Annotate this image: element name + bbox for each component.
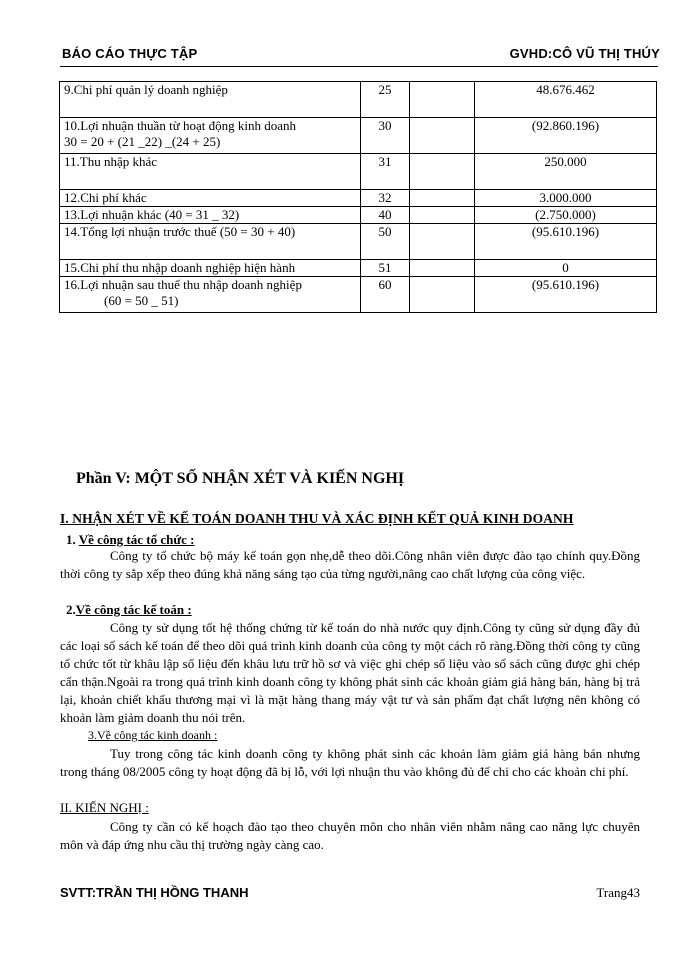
row-blank-cell — [410, 118, 475, 154]
row-label: 14.Tổng lợi nhuận trước thuế (50 = 30 + 40) — [60, 224, 361, 260]
row-value: 48.676.462 — [475, 82, 657, 118]
table-row — [60, 260, 657, 277]
row-label: 15.Chi phí thu nhập doanh nghiệp hiện hành — [60, 260, 361, 277]
row-code: 60 — [361, 277, 410, 313]
row-label: 12.Chi phí khác — [60, 190, 361, 207]
row-label: 13.Lợi nhuận khác (40 = 31 _ 32) — [60, 207, 361, 224]
part2-paragraph: Công ty cần có kế hoạch đào tạo theo chuyên môn cho nhân viên nhằm nâng cao năng lực chuyên môn và đáp ứng nhu cầu thị trường ngày càng cao. — [60, 819, 640, 852]
footer-page-number: Trang43 — [596, 885, 640, 900]
row-blank-cell — [410, 260, 475, 277]
sub2-heading: 2.Về công tác kế toán : — [66, 602, 192, 617]
row-value: (2.750.000) — [475, 207, 657, 224]
row-blank-cell — [410, 224, 475, 260]
row-blank-cell — [410, 82, 475, 118]
row-value: 0 — [475, 260, 657, 277]
row-label: 11.Thu nhập khác — [60, 154, 361, 190]
row-code: 40 — [361, 207, 410, 224]
header-supervisor: GVHD:CÔ VŨ THỊ THÚY — [509, 46, 660, 61]
footer-student-name: SVTT:TRẦN THỊ HỒNG THANH — [60, 885, 249, 900]
income-statement-table — [59, 81, 657, 313]
row-blank-cell — [410, 190, 475, 207]
row-value: (92.860.196) — [475, 118, 657, 154]
table-row — [60, 224, 657, 260]
row-label: 9.Chi phí quản lý doanh nghiệp — [60, 82, 361, 118]
header-report-title: BÁO CÁO THỰC TẬP — [62, 46, 198, 61]
table-row — [60, 190, 657, 207]
part2-heading: II. KIẾN NGHỊ : — [60, 800, 149, 815]
sub3-paragraph: Tuy trong công tác kinh doanh công ty không phát sinh các khoản làm giảm giá hàng bán nhưng trong tháng 08/2005 công ty hoạt động đã bị lỗ, với lợi nhuận thu vào không đủ để chi cho các khoản chi phí. — [60, 746, 640, 779]
row-label: 10.Lợi nhuận thuần từ hoạt động kinh doanh 30 = 20 + (21 _22) _(24 + 25) — [60, 118, 361, 154]
row-blank-cell — [410, 277, 475, 313]
row-label: 16.Lợi nhuận sau thuế thu nhập doanh nghiệp (60 = 50 _ 51) — [60, 277, 361, 313]
row-code: 30 — [361, 118, 410, 154]
row-value: 250.000 — [475, 154, 657, 190]
table-row — [60, 154, 657, 190]
row-code: 51 — [361, 260, 410, 277]
table-row — [60, 82, 657, 118]
table-row — [60, 118, 657, 154]
part1-heading: I. NHẬN XÉT VỀ KẾ TOÁN DOANH THU VÀ XÁC ĐỊNH KẾT QUẢ KINH DOANH — [60, 511, 574, 526]
sub1-paragraph: Công ty tổ chức bộ máy kế toán gọn nhẹ,dễ theo dõi.Công nhân viên được đào tạo chính quy.Đồng thời công ty sắp xếp theo đúng khả năng sáng tạo của từng người,nâng cao chất lượng của công việc. — [60, 548, 640, 581]
row-blank-cell — [410, 207, 475, 224]
table-row — [60, 277, 657, 313]
row-value: (95.610.196) — [475, 277, 657, 313]
sub2-paragraph: Công ty sử dụng tốt hệ thống chứng từ kế toán do nhà nước quy định.Công ty cũng sử dụng đầy đủ các loại sổ sách kế toán để theo dõi quá trình kinh doanh của công ty một cách rõ ràng.Đồng thời công ty cũng tổ chức tốt từ khâu lập số liệu đến khâu lưu trữ hồ sơ và việc ghi chép số liệu vào sổ sách cũng được ghi chép cẩn thận.Ngoài ra trong quá trình kinh doanh công ty không phát sinh các khoản giảm giá hàng bán, hàng bị trả lại, khoản chiết khấu thương mại vì là mặt hàng thang máy vật tư và sản phẩm đạt chất lượng nên không có khoản làm giảm doanh thu nói trên. — [60, 620, 640, 725]
row-value: 3.000.000 — [475, 190, 657, 207]
row-code: 31 — [361, 154, 410, 190]
table-row — [60, 207, 657, 224]
row-code: 50 — [361, 224, 410, 260]
header-rule — [60, 66, 658, 67]
row-blank-cell — [410, 154, 475, 190]
row-code: 32 — [361, 190, 410, 207]
row-value: (95.610.196) — [475, 224, 657, 260]
row-code: 25 — [361, 82, 410, 118]
sub3-heading: 3.Về công tác kinh doanh : — [88, 728, 218, 742]
section-title: Phần V: MỘT SỐ NHẬN XÉT VÀ KIẾN NGHỊ — [76, 470, 405, 487]
sub1-heading: 1. Về công tác tổ chức : — [66, 532, 195, 547]
